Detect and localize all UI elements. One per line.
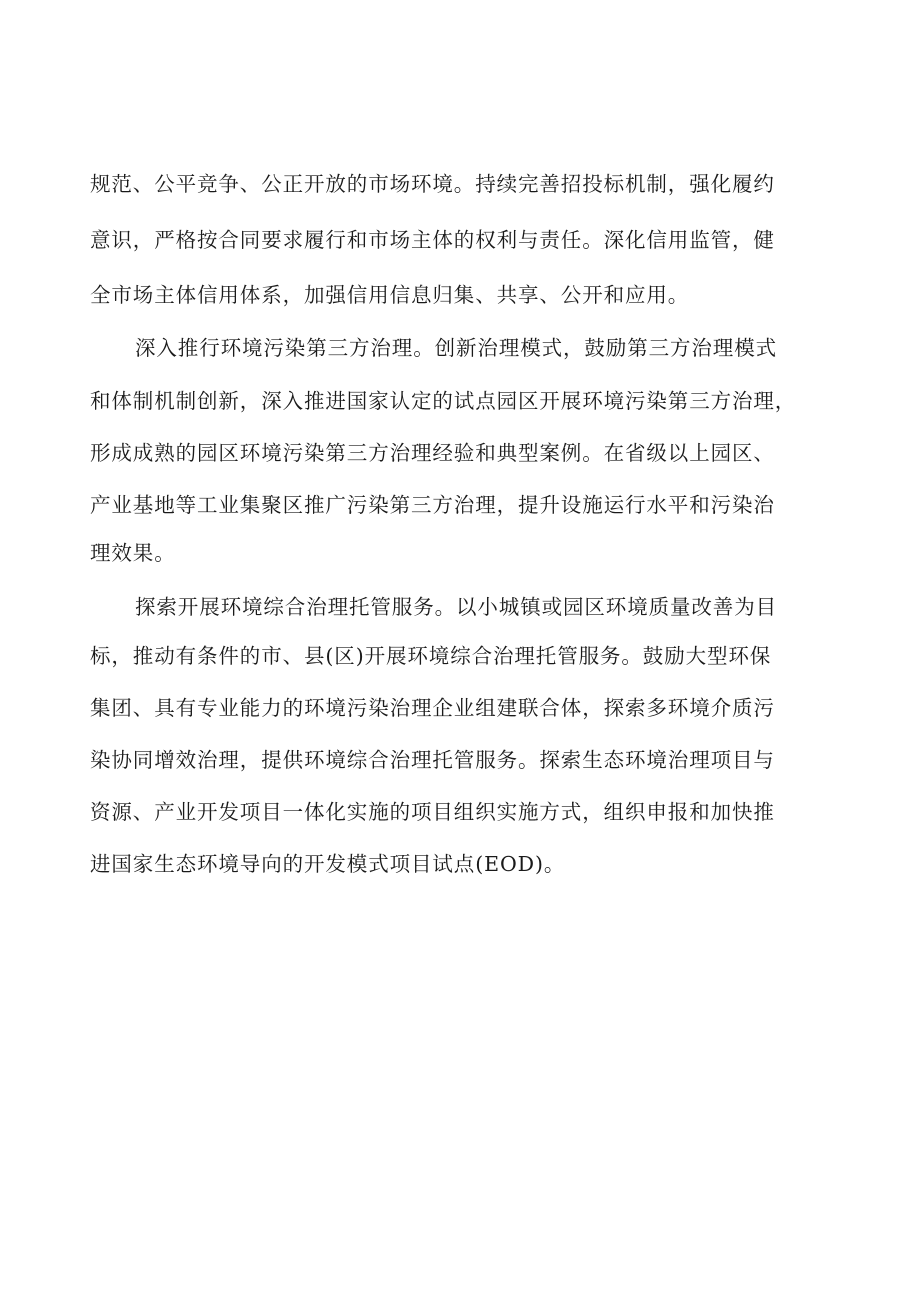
- paragraph-2-line-4: 产业基地等工业集聚区推广污染第三方治理，提升设施运行水平和污染治: [90, 493, 775, 517]
- paragraph-2-line-3: 形成成熟的园区环境污染第三方治理经验和典型案例。在省级以上园区、: [90, 441, 775, 465]
- paragraph-3-line-1: 探索开展环境综合治理托管服务。以小城镇或园区环境质量改善为目: [135, 595, 777, 619]
- paragraph-1-line-3: 全市场主体信用体系，加强信用信息归集、共享、公开和应用。: [90, 283, 690, 307]
- paragraph-3-line-3: 集团、具有专业能力的环境污染治理企业组建联合体，探索多环境介质污: [90, 696, 775, 720]
- paragraph-2-line-1: 深入推行环境污染第三方治理。创新治理模式，鼓励第三方治理模式: [135, 336, 777, 360]
- paragraph-1-line-1: 规范、公平竞争、公正开放的市场环境。持续完善招投标机制，强化履约: [90, 172, 775, 196]
- paragraph-3-line-2: 标，推动有条件的市、县(区)开展环境综合治理托管服务。鼓励大型环保: [90, 644, 772, 668]
- paragraph-3-line-5: 资源、产业开发项目一体化实施的项目组织实施方式，组织申报和加快推: [90, 800, 775, 824]
- paragraph-3-line-6: 进国家生态环境导向的开发模式项目试点(EOD)。: [90, 852, 566, 876]
- paragraph-3-line-4: 染协同增效治理，提供环境综合治理托管服务。探索生态环境治理项目与: [90, 748, 775, 772]
- paragraph-2-line-5: 理效果。: [90, 541, 176, 565]
- paragraph-1-line-2: 意识，严格按合同要求履行和市场主体的权利与责任。深化信用监管，健: [90, 228, 775, 252]
- paragraph-2-line-2: 和体制机制创新，深入推进国家认定的试点园区开展环境污染第三方治理，: [90, 389, 797, 413]
